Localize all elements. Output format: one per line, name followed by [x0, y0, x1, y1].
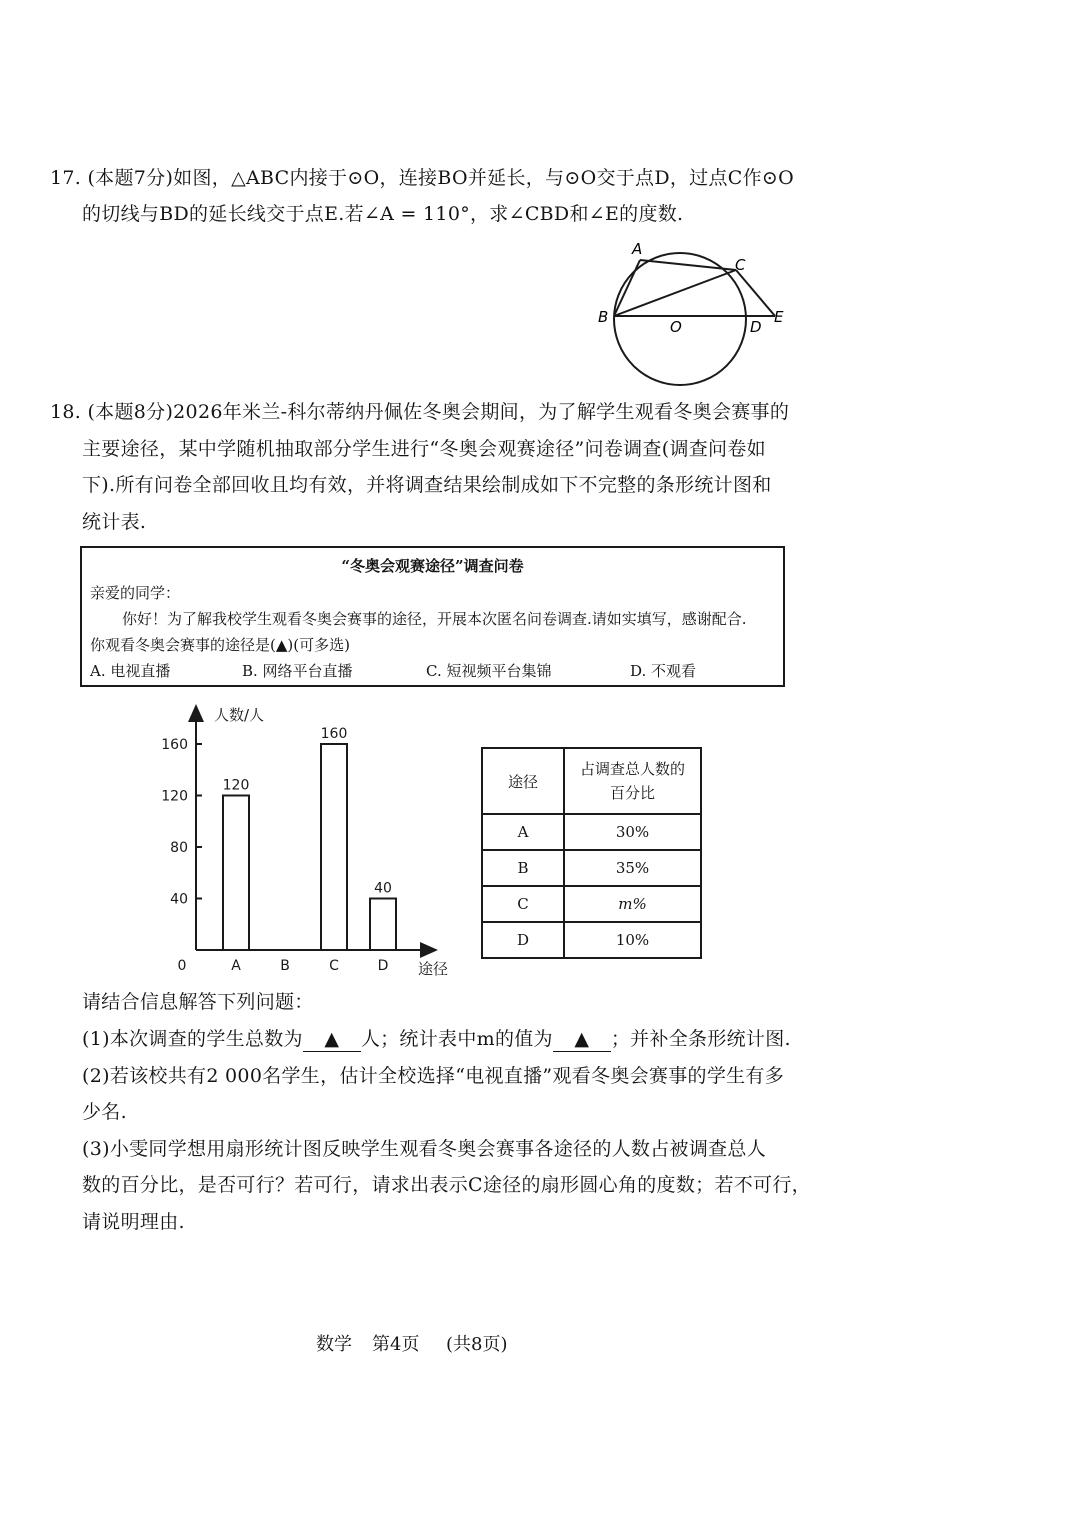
table-row [482, 850, 701, 886]
survey-greeting: 亲爱的同学： [90, 584, 181, 602]
q18-sub2-line-1: (2)若该校共有2 000名学生，估计全校选择“电视直播”观看冬奥会赛事的学生有多 [82, 1065, 785, 1087]
table-cell-route: C [482, 886, 564, 922]
table-cell-route: A [482, 814, 564, 850]
table-header-route: 途径 [482, 748, 564, 814]
origin-label: 0 [177, 958, 187, 974]
answer-blank-m: ▲ [553, 1027, 611, 1052]
survey-body: 你好！为了解我校学生观看冬奥会赛事的途径，开展本次匿名问卷调查.请如实填写，感谢配合. [122, 610, 747, 628]
x-tick-label: D [377, 958, 389, 974]
table-row [482, 814, 701, 850]
x-tick-label: C [329, 958, 339, 974]
label-a: A [632, 240, 643, 258]
footer-total: (共8页) [446, 1334, 508, 1355]
answer-blank-total: ▲ [303, 1027, 361, 1052]
bar-A [223, 796, 249, 951]
bar-chart [150, 700, 470, 985]
table-cell-route: B [482, 850, 564, 886]
data-label: 160 [320, 726, 348, 742]
q17-line-2: 的切线与BD的延长线交于点E.若∠A = 110°，求∠CBD和∠E的度数. [82, 203, 684, 225]
table-cell-percent: 10% [564, 922, 701, 958]
q18-line-4: 统计表. [82, 511, 147, 533]
x-axis-title: 途径 [418, 960, 449, 978]
survey-option-a: A. 电视直播 [90, 662, 171, 680]
survey-question: 你观看冬奥会赛事的途径是(▲)(可多选) [90, 636, 350, 654]
bar-C [321, 744, 347, 950]
label-b: B [598, 308, 609, 326]
q18-sub3-line-3: 请说明理由. [82, 1211, 185, 1233]
table-row [482, 886, 701, 922]
survey-title: “冬奥会观赛途径”调查问卷 [341, 557, 524, 575]
table-row [482, 922, 701, 958]
x-tick-label: A [231, 958, 241, 974]
table-cell-route: D [482, 922, 564, 958]
table-header-row [482, 748, 701, 814]
data-label: 120 [222, 777, 250, 794]
bar-D [370, 899, 396, 951]
x-tick-label: B [280, 958, 290, 974]
q18-sub3-line-1: (3)小雯同学想用扇形统计图反映学生观看冬奥会赛事各途径的人数占被调查总人 [82, 1138, 767, 1160]
table-cell-percent: 35% [564, 850, 701, 886]
survey-option-b: B. 网络平台直播 [242, 662, 353, 680]
circle-geometry-figure [590, 236, 800, 396]
q17-line-1: 17. (本题7分)如图，△ABC内接于⊙O，连接BO并延长，与⊙O交于点D，过点C作⊙O [50, 167, 795, 189]
data-label: 40 [374, 880, 392, 897]
q18-line-1: 18. (本题8分)2026年米兰-科尔蒂纳丹佩佐冬奥会期间，为了解学生观看冬奥会赛事的 [50, 401, 790, 423]
q18-line-2: 主要途径，某中学随机抽取部分学生进行“冬奥会观赛途径”问卷调查(调查问卷如 [82, 438, 766, 460]
table-header-percent [564, 748, 701, 814]
statistics-table [481, 747, 702, 959]
table-cell-percent: 30% [564, 814, 701, 850]
q18-sub2-line-2: 少名. [82, 1101, 127, 1123]
y-tick-label: 120 [161, 788, 188, 805]
q18-sub3-line-2: 数的百分比，是否可行？若可行，请求出表示C途径的扇形圆心角的度数；若不可行， [82, 1174, 811, 1196]
q18-line-3: 下).所有问卷全部回收且均有效，并将调查结果绘制成如下不完整的条形统计图和 [82, 474, 772, 496]
y-tick-label: 160 [161, 737, 188, 753]
label-e: E [774, 308, 784, 326]
y-axis-title: 人数/人 [214, 706, 265, 724]
y-tick-label: 80 [170, 840, 188, 856]
footer-subject: 数学 [316, 1334, 352, 1355]
survey-option-c: C. 短视频平台集锦 [426, 662, 552, 680]
q18-sub1 [82, 1027, 791, 1052]
survey-option-d: D. 不观看 [630, 662, 697, 680]
segment-ce [736, 270, 775, 316]
table-cell-percent: m% [564, 886, 701, 922]
survey-box [80, 546, 785, 687]
q18-prompt: 请结合信息解答下列问题： [82, 991, 314, 1013]
footer-page: 第4页 [372, 1334, 420, 1355]
table-header-percent-line2: 百分比 [609, 784, 655, 802]
q18-sub1-part-c: ；并补全条形统计图. [610, 1028, 791, 1050]
table-header-percent-line1: 占调查总人数的 [579, 760, 685, 778]
label-o: O [670, 318, 682, 336]
segment-ac [640, 260, 736, 270]
label-c: C [735, 256, 746, 274]
label-d: D [750, 318, 762, 336]
q18-sub1-part-b: 人；统计表中m的值为 [360, 1028, 553, 1050]
q18-sub1-part-a: (1)本次调查的学生总数为 [82, 1028, 303, 1050]
y-tick-label: 40 [170, 891, 188, 908]
